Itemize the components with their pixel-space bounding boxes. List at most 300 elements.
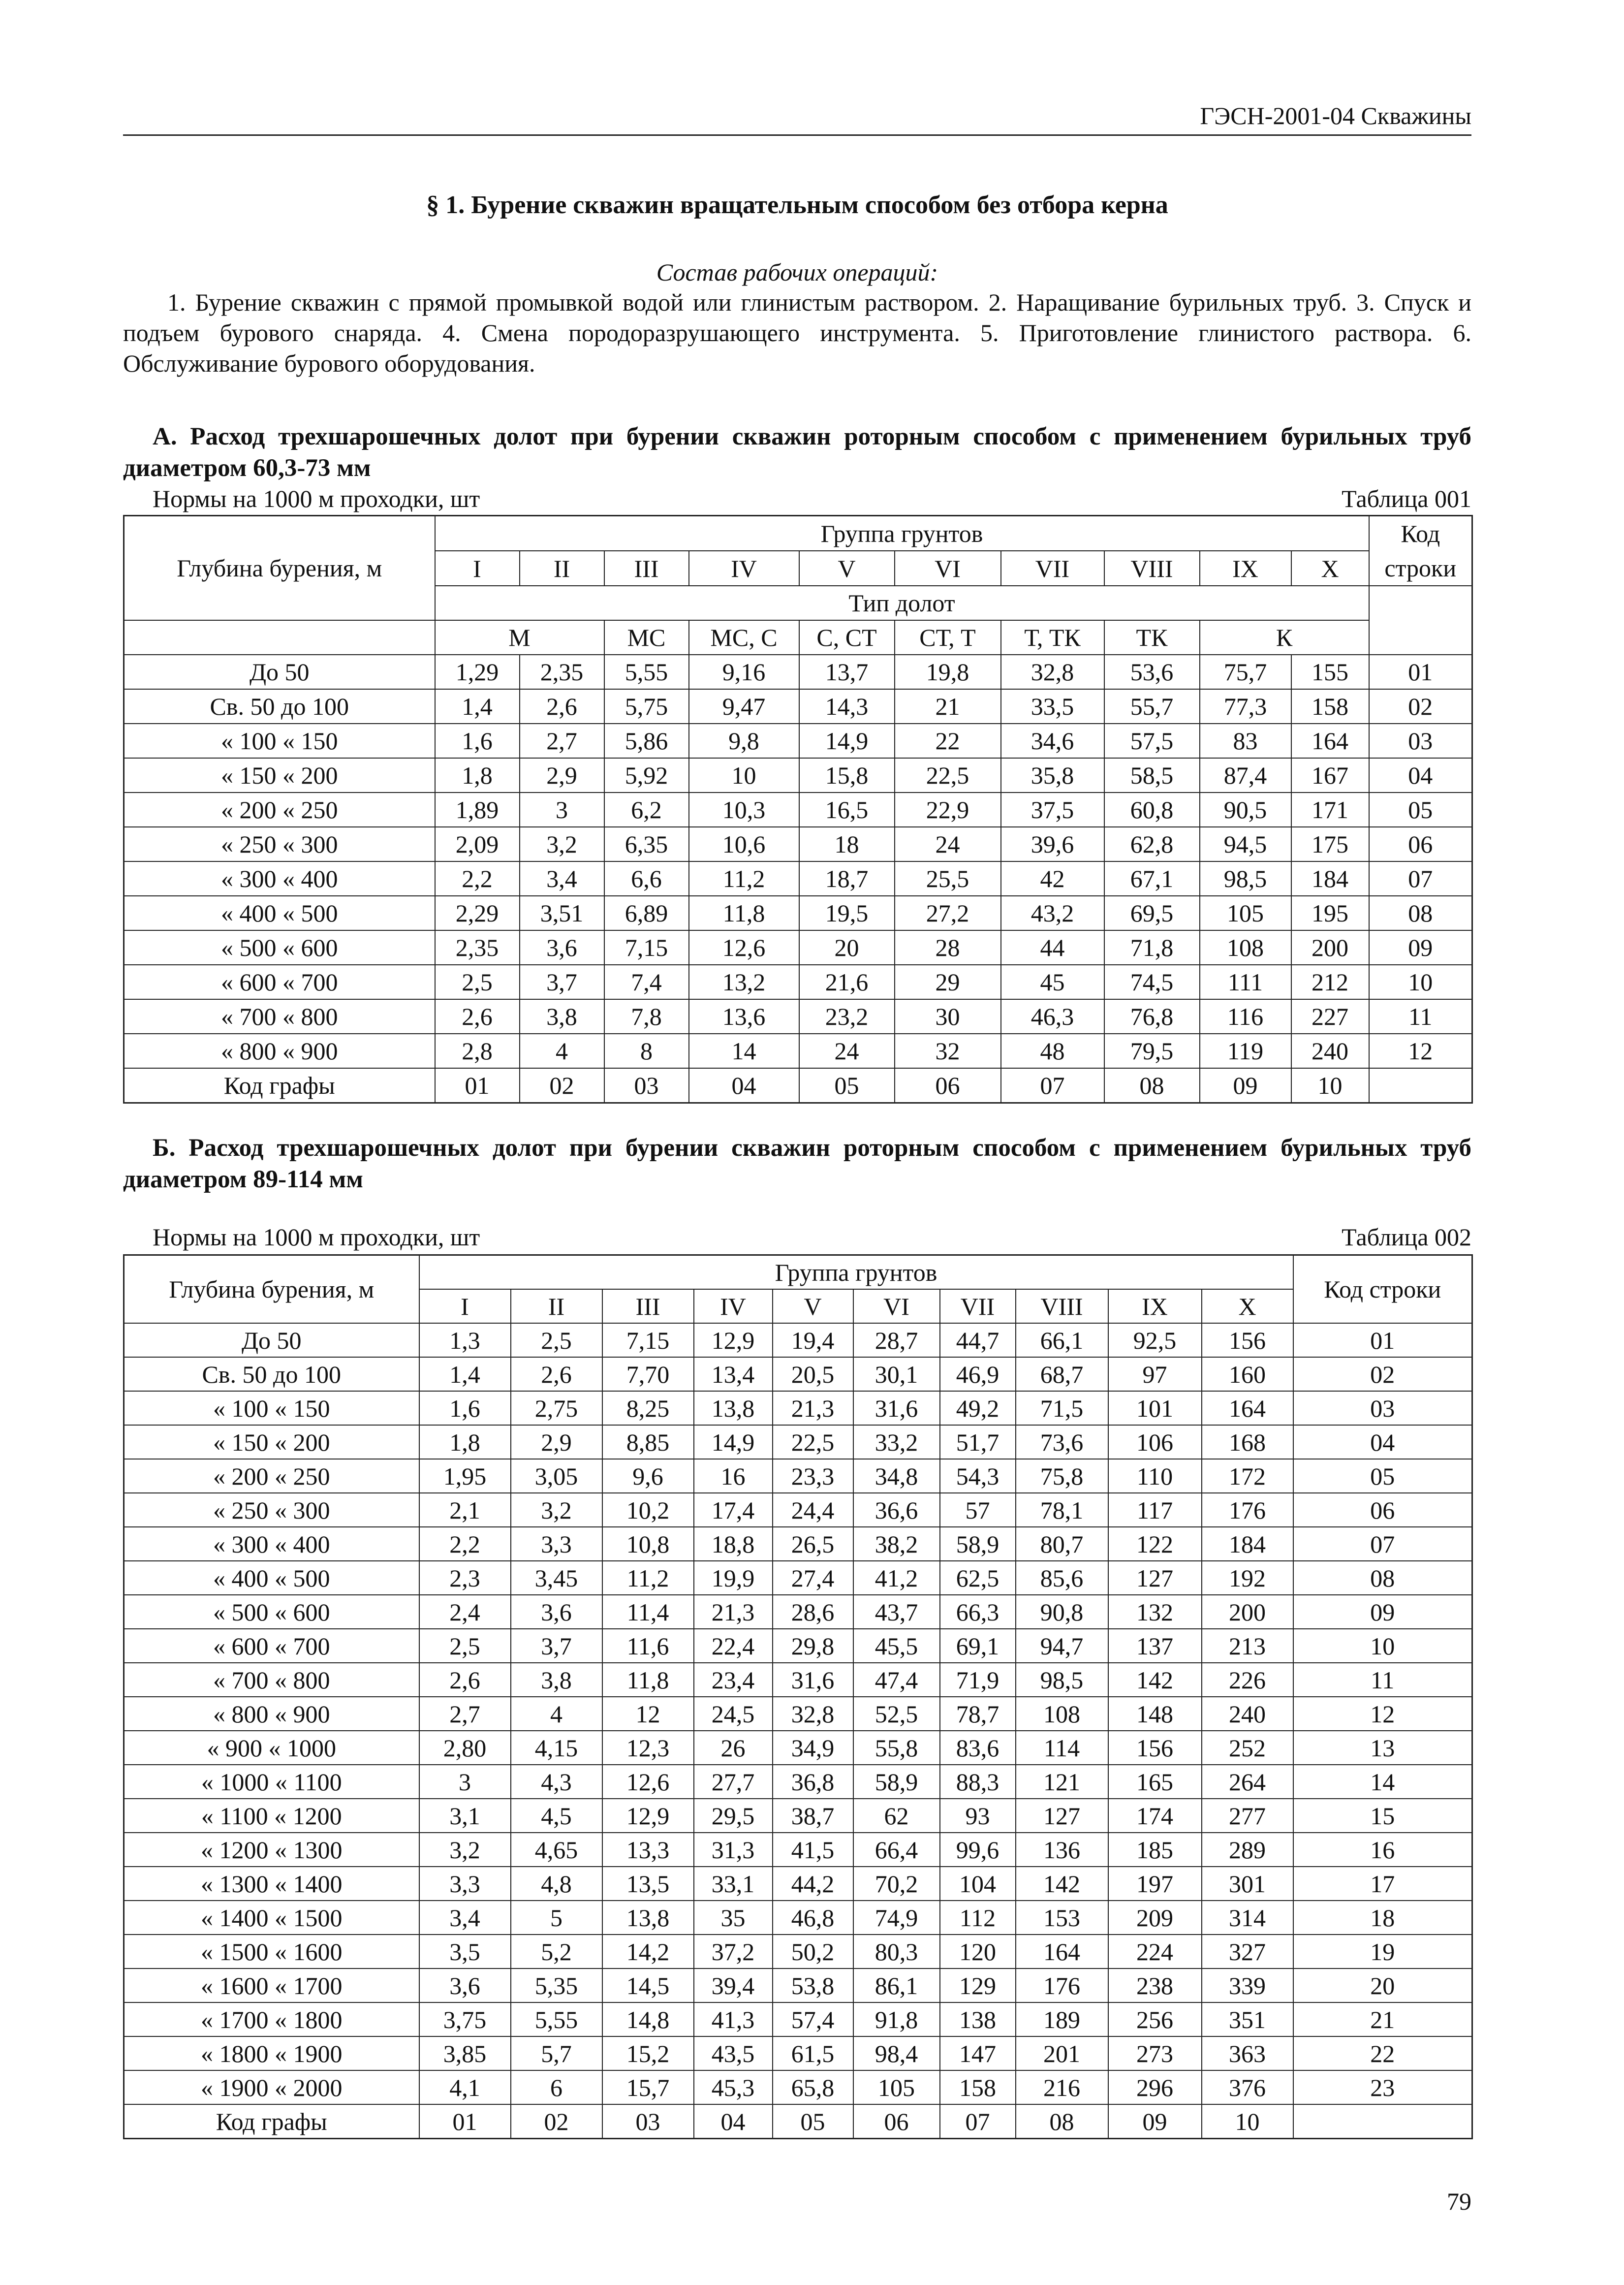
- table-b-value-cell: 15,7: [602, 2070, 694, 2104]
- table-b-group-cell: II: [511, 1289, 602, 1323]
- table-b-value-cell: 185: [1108, 1833, 1202, 1867]
- table-b-value-cell: 8,25: [602, 1391, 694, 1425]
- table-b-value-cell: 49,2: [940, 1391, 1016, 1425]
- table-b-value-cell: 122: [1108, 1527, 1202, 1561]
- table-b-value-cell: 12,9: [694, 1323, 773, 1357]
- table-a-value-cell: 6,2: [604, 793, 689, 827]
- table-a-value-cell: 184: [1291, 861, 1369, 896]
- table-b-value-cell: 164: [1202, 1391, 1293, 1425]
- table-b-value-cell: 213: [1202, 1629, 1293, 1663]
- table-b-value-cell: 58,9: [853, 1765, 940, 1799]
- table-b-value-cell: 45,5: [853, 1629, 940, 1663]
- table-a-value-cell: 6,35: [604, 827, 689, 861]
- table-a-value-cell: 53,6: [1104, 655, 1200, 689]
- table-a-group-cell: VII: [1001, 551, 1104, 586]
- table-b-value-cell: 2,6: [511, 1357, 602, 1391]
- table-a-value-cell: 2,6: [435, 999, 520, 1034]
- table-a-value-cell: 2,8: [435, 1034, 520, 1068]
- table-b-value-cell: 3,6: [419, 1968, 511, 2002]
- table-a-value-cell: 21,6: [799, 965, 895, 999]
- table-a-value-cell: 90,5: [1200, 793, 1291, 827]
- table-a-value-cell: 1,4: [435, 689, 520, 724]
- table-b-depth-cell: « 1600 « 1700: [124, 1968, 419, 2002]
- table-a-row-code-cell: 02: [1369, 689, 1472, 724]
- table-b-table-row: [124, 1731, 1472, 1765]
- table-b-value-cell: 22,4: [694, 1629, 773, 1663]
- table-b-value-cell: 23,4: [694, 1663, 773, 1697]
- table-a-value-cell: 22,5: [895, 758, 1001, 793]
- table-b-value-cell: 24,5: [694, 1697, 773, 1731]
- table-b-value-cell: 44,2: [773, 1867, 853, 1901]
- table-b-value-cell: 158: [940, 2070, 1016, 2104]
- table-a-group-cell: II: [520, 551, 604, 586]
- table-a-value-cell: 13,2: [689, 965, 799, 999]
- table-b-value-cell: 36,8: [773, 1765, 853, 1799]
- table-a-table-row: [124, 930, 1472, 965]
- table-b-table-row: [124, 1968, 1472, 2002]
- table-b-value-cell: 138: [940, 2002, 1016, 2036]
- table-a-value-cell: 75,7: [1200, 655, 1291, 689]
- table-b-table-row: [124, 1765, 1472, 1799]
- table-b-value-cell: 43,5: [694, 2036, 773, 2070]
- operations-text: 1. Бурение скважин с прямой промывкой водой или глинистым раствором. 2. Наращивание бурильных труб. 3. Спуск и подъем бурового снаряда. 4. Смена породоразрушающего инструмента. 5. Приготовление глинистого раствора. 6. Обслуживание бурового оборудования.: [123, 288, 1471, 377]
- table-b-value-cell: 200: [1202, 1595, 1293, 1629]
- table-a-value-cell: 2,29: [435, 896, 520, 930]
- table-a-value-cell: 3,7: [520, 965, 604, 999]
- table-a-column-code-cell: 02: [520, 1068, 604, 1103]
- table-b-value-cell: 13,4: [694, 1357, 773, 1391]
- table-a-value-cell: 19,5: [799, 896, 895, 930]
- table-b-value-cell: 3,8: [511, 1663, 602, 1697]
- table-a-code-header-blank: [1369, 586, 1472, 655]
- table-a-value-cell: 14,9: [799, 724, 895, 758]
- table-b-value-cell: 43,7: [853, 1595, 940, 1629]
- table-b-value-cell: 45,3: [694, 2070, 773, 2104]
- table-b-code-header: Код строки: [1293, 1255, 1472, 1324]
- table-b-value-cell: 41,3: [694, 2002, 773, 2036]
- table-b-group-cell: VII: [940, 1289, 1016, 1323]
- table-a-depth-cell: « 800 « 900: [124, 1034, 435, 1068]
- table-b-value-cell: 168: [1202, 1425, 1293, 1459]
- table-a-value-cell: 77,3: [1200, 689, 1291, 724]
- table-a-table-row: [124, 655, 1472, 689]
- table-a-value-cell: 2,35: [435, 930, 520, 965]
- table-a-group-cell: IX: [1200, 551, 1291, 586]
- table-b-value-cell: 3,6: [511, 1595, 602, 1629]
- table-a-row-code-cell: 04: [1369, 758, 1472, 793]
- table-b-value-cell: 2,5: [419, 1629, 511, 1663]
- table-b-value-cell: 54,3: [940, 1459, 1016, 1493]
- table-b-group-cell: X: [1202, 1289, 1293, 1323]
- table-b-value-cell: 5,55: [511, 2002, 602, 2036]
- table-a-value-cell: 29: [895, 965, 1001, 999]
- table-b-row-code-cell: 22: [1293, 2036, 1472, 2070]
- table-b-value-cell: 52,5: [853, 1697, 940, 1731]
- table-a-value-cell: 1,89: [435, 793, 520, 827]
- table-b-value-cell: 29,8: [773, 1629, 853, 1663]
- table-a-row-code-cell: 12: [1369, 1034, 1472, 1068]
- table-b-depth-cell: « 200 « 250: [124, 1459, 419, 1493]
- table-b-value-cell: 38,2: [853, 1527, 940, 1561]
- table-b-column-code-cell: 08: [1016, 2104, 1108, 2139]
- table-b-value-cell: 98,5: [1016, 1663, 1108, 1697]
- table-b-column-code-cell: 01: [419, 2104, 511, 2139]
- table-a-value-cell: 155: [1291, 655, 1369, 689]
- table-b-row-code-cell: 06: [1293, 1493, 1472, 1527]
- table-b-value-cell: 3,5: [419, 1935, 511, 1968]
- table-b-value-cell: 53,8: [773, 1968, 853, 2002]
- table-b-value-cell: 132: [1108, 1595, 1202, 1629]
- table-b-value-cell: 129: [940, 1968, 1016, 2002]
- table-b-table-row: [124, 1663, 1472, 1697]
- table-a-value-cell: 74,5: [1104, 965, 1200, 999]
- table-a-column-code-cell: 09: [1200, 1068, 1291, 1103]
- table-b-value-cell: 3,1: [419, 1799, 511, 1833]
- table-a-value-cell: 2,35: [520, 655, 604, 689]
- table-b-group-header: Группа грунтов: [419, 1255, 1293, 1290]
- table-b-value-cell: 10,2: [602, 1493, 694, 1527]
- table-a-value-cell: 10,6: [689, 827, 799, 861]
- section-title: § 1. Бурение скважин вращательным способом без отбора керна: [426, 191, 1168, 219]
- table-b-value-cell: 197: [1108, 1867, 1202, 1901]
- table-a-value-cell: 119: [1200, 1034, 1291, 1068]
- table-b-value-cell: 19,4: [773, 1323, 853, 1357]
- table-b-value-cell: 80,3: [853, 1935, 940, 1968]
- table-a-value-cell: 3,51: [520, 896, 604, 930]
- table-b-value-cell: 256: [1108, 2002, 1202, 2036]
- table-b-row-code-cell: 16: [1293, 1833, 1472, 1867]
- table-b-value-cell: 90,8: [1016, 1595, 1108, 1629]
- table-b-group-cell: VI: [853, 1289, 940, 1323]
- table-a-group-header: Группа грунтов: [435, 516, 1369, 551]
- table-b-group-cell: VIII: [1016, 1289, 1108, 1323]
- table-a-value-cell: 105: [1200, 896, 1291, 930]
- table-a-bit-type-header: Тип долот: [435, 586, 1369, 620]
- table-a-column-code-cell: 03: [604, 1068, 689, 1103]
- table-b-value-cell: 12,9: [602, 1799, 694, 1833]
- table-b-table-row: [124, 1357, 1472, 1391]
- table-a-column-code-label: Код графы: [124, 1068, 435, 1103]
- table-b-value-cell: 14,5: [602, 1968, 694, 2002]
- table-b-value-cell: 2,7: [419, 1697, 511, 1731]
- table-b-column-code-cell: 09: [1108, 2104, 1202, 2139]
- table-b-value-cell: 8,85: [602, 1425, 694, 1459]
- table-a-row-code-cell: 03: [1369, 724, 1472, 758]
- table-a-value-cell: 33,5: [1001, 689, 1104, 724]
- table-b-value-cell: 120: [940, 1935, 1016, 1968]
- table-a-value-cell: 6,6: [604, 861, 689, 896]
- table-b-value-cell: 13,5: [602, 1867, 694, 1901]
- table-b-value-cell: 12,3: [602, 1731, 694, 1765]
- table-b-column-code-cell: 04: [694, 2104, 773, 2139]
- table-b-value-cell: 189: [1016, 2002, 1108, 2036]
- table-b-value-cell: 4,65: [511, 1833, 602, 1867]
- table-b-column-code-row: [124, 2104, 1472, 2139]
- table-b-value-cell: 2,2: [419, 1527, 511, 1561]
- table-a-group-cell: X: [1291, 551, 1369, 586]
- table-b-value-cell: 57: [940, 1493, 1016, 1527]
- table-a-value-cell: 20: [799, 930, 895, 965]
- table-a-table-row: [124, 758, 1472, 793]
- table-b-value-cell: 327: [1202, 1935, 1293, 1968]
- table-b-value-cell: 24,4: [773, 1493, 853, 1527]
- table-b-value-cell: 62,5: [940, 1561, 1016, 1595]
- table-a-caption-row: [123, 484, 1471, 513]
- table-a-value-cell: 32,8: [1001, 655, 1104, 689]
- table-a-value-cell: 76,8: [1104, 999, 1200, 1034]
- table-b-depth-cell: До 50: [124, 1323, 419, 1357]
- table-a-group-cell: III: [604, 551, 689, 586]
- table-001: [123, 515, 1473, 1104]
- table-b-value-cell: 86,1: [853, 1968, 940, 2002]
- table-b-column-code-cell: 03: [602, 2104, 694, 2139]
- table-a-depth-cell: « 150 « 200: [124, 758, 435, 793]
- table-b-table-row: [124, 2036, 1472, 2070]
- table-b-value-cell: 28,7: [853, 1323, 940, 1357]
- table-b-value-cell: 12: [602, 1697, 694, 1731]
- table-b-value-cell: 106: [1108, 1425, 1202, 1459]
- table-b-value-cell: 3,85: [419, 2036, 511, 2070]
- table-b-row-code-cell: 21: [1293, 2002, 1472, 2036]
- table-b-row-code-cell: 03: [1293, 1391, 1472, 1425]
- table-b-value-cell: 4,8: [511, 1867, 602, 1901]
- table-b-value-cell: 104: [940, 1867, 1016, 1901]
- table-b-value-cell: 112: [940, 1901, 1016, 1935]
- table-a-column-code-cell: [1369, 1068, 1472, 1103]
- table-b-value-cell: 22,5: [773, 1425, 853, 1459]
- table-b-value-cell: 1,6: [419, 1391, 511, 1425]
- table-b-value-cell: 17,4: [694, 1493, 773, 1527]
- table-a-value-cell: 43,2: [1001, 896, 1104, 930]
- table-b-value-cell: 5: [511, 1901, 602, 1935]
- table-b-value-cell: 78,7: [940, 1697, 1016, 1731]
- table-b-value-cell: 12,6: [602, 1765, 694, 1799]
- table-a-value-cell: 48: [1001, 1034, 1104, 1068]
- table-a-column-code-cell: 04: [689, 1068, 799, 1103]
- table-a-bit-type-cell: С, СТ: [799, 620, 895, 655]
- table-a-value-cell: 10: [689, 758, 799, 793]
- table-b-column-code-cell: 02: [511, 2104, 602, 2139]
- table-b-value-cell: 11,8: [602, 1663, 694, 1697]
- table-b-value-cell: 21,3: [773, 1391, 853, 1425]
- table-b-group-cell: IX: [1108, 1289, 1202, 1323]
- table-b-value-cell: 80,7: [1016, 1527, 1108, 1561]
- table-a-value-cell: 3,8: [520, 999, 604, 1034]
- table-a-bit-type-cell: СТ, Т: [895, 620, 1001, 655]
- table-b-value-cell: 47,4: [853, 1663, 940, 1697]
- table-b-value-cell: 6: [511, 2070, 602, 2104]
- table-b-value-cell: 41,5: [773, 1833, 853, 1867]
- table-b-value-cell: 121: [1016, 1765, 1108, 1799]
- table-b-value-cell: 2,9: [511, 1425, 602, 1459]
- table-a-depth-cell: « 200 « 250: [124, 793, 435, 827]
- table-b-value-cell: 74,9: [853, 1901, 940, 1935]
- table-b-value-cell: 30,1: [853, 1357, 940, 1391]
- table-a-value-cell: 240: [1291, 1034, 1369, 1068]
- table-b-value-cell: 62: [853, 1799, 940, 1833]
- table-b-row-code-cell: 23: [1293, 2070, 1472, 2104]
- table-a-value-cell: 2,2: [435, 861, 520, 896]
- table-a-bit-type-cell: К: [1200, 620, 1369, 655]
- table-a-value-cell: 30: [895, 999, 1001, 1034]
- table-b-value-cell: 14,2: [602, 1935, 694, 1968]
- table-b-row-code-cell: 18: [1293, 1901, 1472, 1935]
- table-a-table-row: [124, 861, 1472, 896]
- table-b-table-row: [124, 1561, 1472, 1595]
- table-a-bit-type-cell: МС: [604, 620, 689, 655]
- table-a-value-cell: 62,8: [1104, 827, 1200, 861]
- table-b-value-cell: 51,7: [940, 1425, 1016, 1459]
- table-b-value-cell: 2,6: [419, 1663, 511, 1697]
- running-header: ГЭСН-2001-04 Скважины: [123, 101, 1471, 136]
- table-a-value-cell: 1,8: [435, 758, 520, 793]
- table-b-value-cell: 10,8: [602, 1527, 694, 1561]
- table-b-table-row: [124, 1867, 1472, 1901]
- table-b-value-cell: 94,7: [1016, 1629, 1108, 1663]
- table-a-value-cell: 175: [1291, 827, 1369, 861]
- table-b-value-cell: 1,4: [419, 1357, 511, 1391]
- table-a-row-code-cell: 10: [1369, 965, 1472, 999]
- table-b-value-cell: 65,8: [773, 2070, 853, 2104]
- table-a-value-cell: 1,6: [435, 724, 520, 758]
- table-b-column-code-cell: 06: [853, 2104, 940, 2139]
- table-b-value-cell: 4,5: [511, 1799, 602, 1833]
- table-b-value-cell: 31,6: [773, 1663, 853, 1697]
- table-a-value-cell: 25,5: [895, 861, 1001, 896]
- table-a-value-cell: 7,4: [604, 965, 689, 999]
- table-b-value-cell: 2,75: [511, 1391, 602, 1425]
- table-b-value-cell: 26: [694, 1731, 773, 1765]
- table-b-value-cell: 19,9: [694, 1561, 773, 1595]
- table-b-column-code-cell: [1293, 2104, 1472, 2139]
- table-a-column-code-cell: 06: [895, 1068, 1001, 1103]
- table-a-value-cell: 79,5: [1104, 1034, 1200, 1068]
- table-b-value-cell: 156: [1108, 1731, 1202, 1765]
- table-b-value-cell: 376: [1202, 2070, 1293, 2104]
- table-b-value-cell: 15,2: [602, 2036, 694, 2070]
- table-a-value-cell: 9,8: [689, 724, 799, 758]
- table-a-value-cell: 3,2: [520, 827, 604, 861]
- table-b-value-cell: 7,70: [602, 1357, 694, 1391]
- table-b-depth-cell: « 1100 « 1200: [124, 1799, 419, 1833]
- table-b-value-cell: 5,35: [511, 1968, 602, 2002]
- table-b-table-row: [124, 1629, 1472, 1663]
- table-a-row-code-cell: 08: [1369, 896, 1472, 930]
- table-b-depth-cell: « 1700 « 1800: [124, 2002, 419, 2036]
- table-b-depth-cell: Св. 50 до 100: [124, 1357, 419, 1391]
- table-a-value-cell: 22,9: [895, 793, 1001, 827]
- table-a-value-cell: 19,8: [895, 655, 1001, 689]
- table-b-row-code-cell: 20: [1293, 1968, 1472, 2002]
- table-a-value-cell: 195: [1291, 896, 1369, 930]
- table-b-value-cell: 75,8: [1016, 1459, 1108, 1493]
- table-a-value-cell: 57,5: [1104, 724, 1200, 758]
- table-a-row-code-cell: 05: [1369, 793, 1472, 827]
- table-b-value-cell: 28,6: [773, 1595, 853, 1629]
- table-a-value-cell: 69,5: [1104, 896, 1200, 930]
- table-a-column-code-cell: 05: [799, 1068, 895, 1103]
- table-b-value-cell: 127: [1016, 1799, 1108, 1833]
- table-b-depth-cell: « 800 « 900: [124, 1697, 419, 1731]
- table-b-value-cell: 20,5: [773, 1357, 853, 1391]
- table-b-depth-cell: « 1300 « 1400: [124, 1867, 419, 1901]
- table-b-value-cell: 192: [1202, 1561, 1293, 1595]
- table-b-value-cell: 73,6: [1016, 1425, 1108, 1459]
- table-b-table-row: [124, 2070, 1472, 2104]
- table-b-table-row: [124, 1901, 1472, 1935]
- table-b-value-cell: 13,8: [694, 1391, 773, 1425]
- table-a-group-cell: VIII: [1104, 551, 1200, 586]
- table-a-value-cell: 67,1: [1104, 861, 1200, 896]
- table-b-depth-cell: « 1900 « 2000: [124, 2070, 419, 2104]
- table-b-heading: Б. Расход трехшарошечных долот при бурении скважин роторным способом с применением бурильных труб диаметром 89-114 мм: [123, 1134, 1471, 1193]
- table-a-value-cell: 32: [895, 1034, 1001, 1068]
- table-b-value-cell: 23,3: [773, 1459, 853, 1493]
- table-b-value-cell: 46,8: [773, 1901, 853, 1935]
- table-b-value-cell: 35: [694, 1901, 773, 1935]
- table-b-value-cell: 3,2: [511, 1493, 602, 1527]
- table-b-value-cell: 156: [1202, 1323, 1293, 1357]
- table-b-value-cell: 160: [1202, 1357, 1293, 1391]
- table-b-value-cell: 14,8: [602, 2002, 694, 2036]
- table-a-row-code-cell: 06: [1369, 827, 1472, 861]
- table-a-value-cell: 9,16: [689, 655, 799, 689]
- table-a-value-cell: 8: [604, 1034, 689, 1068]
- table-b-value-cell: 21,3: [694, 1595, 773, 1629]
- table-b-group-cell: V: [773, 1289, 853, 1323]
- table-b-value-cell: 3: [419, 1765, 511, 1799]
- table-a-bit-type-cell: М: [435, 620, 604, 655]
- table-a-value-cell: 39,6: [1001, 827, 1104, 861]
- table-b-depth-cell: « 150 « 200: [124, 1425, 419, 1459]
- table-b-row-code-cell: 17: [1293, 1867, 1472, 1901]
- table-a-table-row: [124, 999, 1472, 1034]
- table-b-column-code-cell: 07: [940, 2104, 1016, 2139]
- table-b-value-cell: 165: [1108, 1765, 1202, 1799]
- table-b-value-cell: 127: [1108, 1561, 1202, 1595]
- table-b-value-cell: 70,2: [853, 1867, 940, 1901]
- table-a-value-cell: 35,8: [1001, 758, 1104, 793]
- table-b-value-cell: 32,8: [773, 1697, 853, 1731]
- table-b-value-cell: 44,7: [940, 1323, 1016, 1357]
- table-b-value-cell: 4: [511, 1697, 602, 1731]
- table-b-value-cell: 33,2: [853, 1425, 940, 1459]
- table-b-value-cell: 57,4: [773, 2002, 853, 2036]
- table-b-value-cell: 108: [1016, 1697, 1108, 1731]
- table-a-group-cell: I: [435, 551, 520, 586]
- table-b-value-cell: 201: [1016, 2036, 1108, 2070]
- operations-heading: Состав рабочих операций:: [656, 258, 938, 286]
- table-b-value-cell: 142: [1108, 1663, 1202, 1697]
- table-b-row-code-cell: 08: [1293, 1561, 1472, 1595]
- table-b-row-code-cell: 15: [1293, 1799, 1472, 1833]
- table-b-header-row-1: [124, 1255, 1472, 1290]
- table-b-value-cell: 3,2: [419, 1833, 511, 1867]
- table-b-row-code-cell: 02: [1293, 1357, 1472, 1391]
- table-b-value-cell: 91,8: [853, 2002, 940, 2036]
- table-b-value-cell: 351: [1202, 2002, 1293, 2036]
- table-b-value-cell: 83,6: [940, 1731, 1016, 1765]
- table-a-value-cell: 87,4: [1200, 758, 1291, 793]
- table-b-value-cell: 3,3: [511, 1527, 602, 1561]
- table-b-row-code-cell: 13: [1293, 1731, 1472, 1765]
- table-b-value-cell: 2,1: [419, 1493, 511, 1527]
- table-a-value-cell: 7,8: [604, 999, 689, 1034]
- table-b-row-code-cell: 09: [1293, 1595, 1472, 1629]
- table-a-value-cell: 27,2: [895, 896, 1001, 930]
- table-a-group-cell: IV: [689, 551, 799, 586]
- table-b-value-cell: 289: [1202, 1833, 1293, 1867]
